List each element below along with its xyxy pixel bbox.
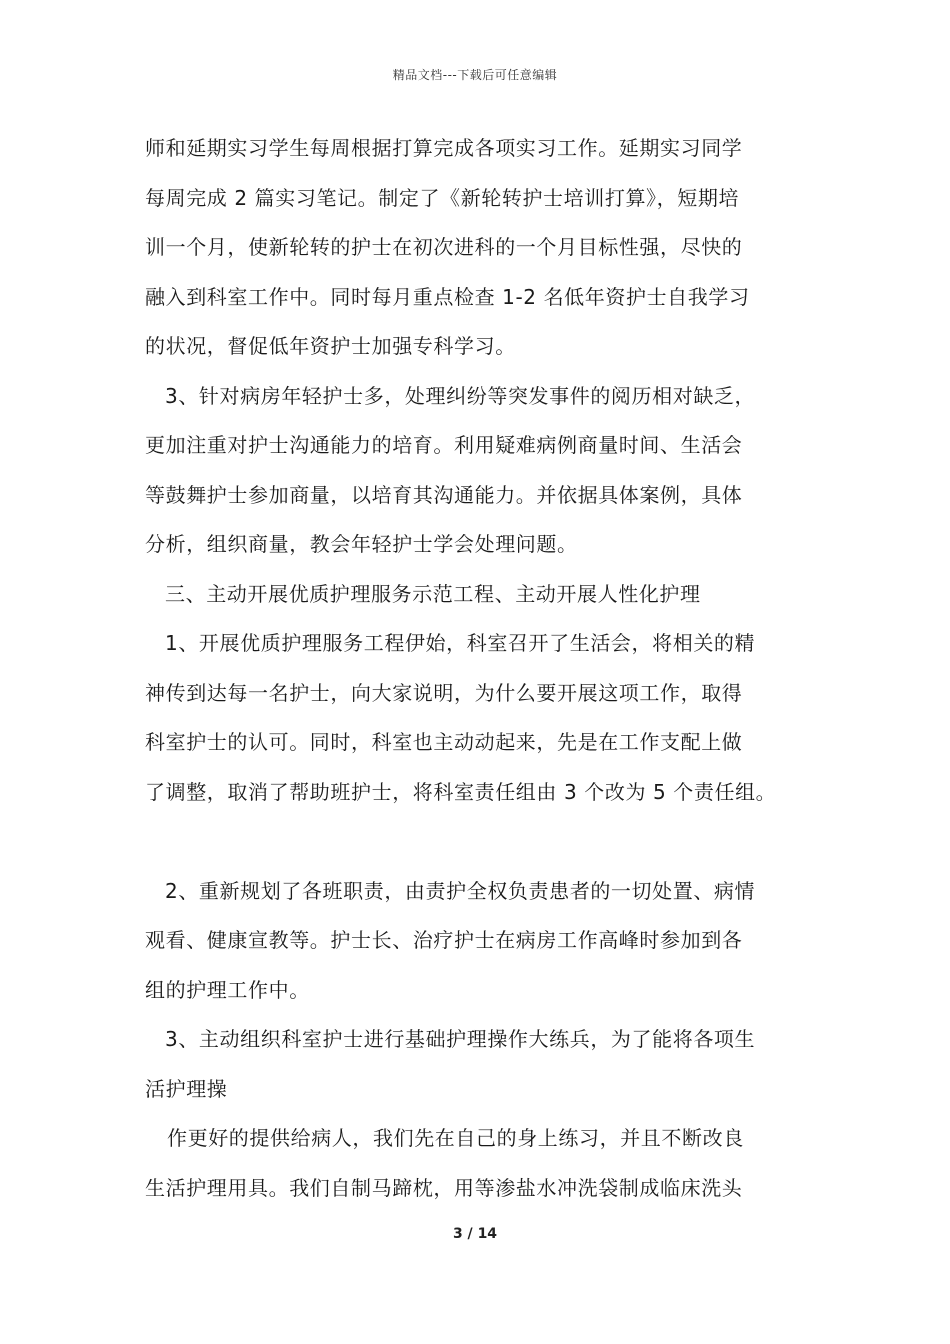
paragraph-line: 神传到达每一名护士，向大家说明，为什么要开展这项工作，取得 xyxy=(145,680,743,705)
paragraph-line: 科室护士的认可。同时，科室也主动动起来，先是在工作支配上做 xyxy=(145,730,743,754)
paragraph-line: 的状况，督促低年资护士加强专科学习。 xyxy=(145,334,516,358)
paragraph-line: 等鼓舞护士参加商量，以培育其沟通能力。并依据具体案例，具体 xyxy=(145,482,743,507)
paragraph-line: 生活护理用具。我们自制马蹄枕，用等渗盐水冲洗袋制成临床洗头 xyxy=(145,1175,743,1200)
page-number xyxy=(0,1226,950,1242)
section-heading: 三、主动开展优质护理服务示范工程、主动开展人性化护理 xyxy=(165,581,701,606)
page-current: 3 xyxy=(452,1226,463,1242)
paragraph-line: 1、开展优质护理服务工程伊始，科室召开了生活会，将相关的精 xyxy=(165,631,756,655)
paragraph-line: 更加注重对护士沟通能力的培育。利用疑难病例商量时间、生活会 xyxy=(145,433,743,457)
page-total: 14 xyxy=(477,1226,498,1242)
paragraph-line: 活护理操 xyxy=(145,1076,228,1101)
page-header: 精品文档---下载后可任意编辑 xyxy=(392,68,558,82)
paragraph-line: 作更好的提供给病人，我们先在自己的身上练习，并且不断改良 xyxy=(167,1126,744,1150)
paragraph-line: 组的护理工作中。 xyxy=(145,977,310,1002)
paragraph-line: 融入到科室工作中。同时每月重点检查 1-2 名低年资护士自我学习 xyxy=(145,284,750,309)
paragraph-line: 3、主动组织科室护士进行基础护理操作大练兵，为了能将各项生 xyxy=(165,1027,756,1051)
paragraph-gap xyxy=(145,821,817,871)
page-separator: / xyxy=(462,1226,478,1242)
paragraph-line: 3、针对病房年轻护士多，处理纠纷等突发事件的阅历相对缺乏， xyxy=(165,383,756,408)
paragraph-line: 分析，组织商量，教会年轻护士学会处理问题。 xyxy=(145,532,578,556)
paragraph-line: 训一个月，使新轮转的护士在初次进科的一个月目标性强，尽快的 xyxy=(145,235,743,259)
paragraph-line: 师和延期实习学生每周根据打算完成各项实习工作。延期实习同学 xyxy=(145,136,743,160)
body-text xyxy=(145,128,817,1217)
paragraph-line: 2、重新规划了各班职责，由责护全权负责患者的一切处置、病情 xyxy=(165,878,756,903)
paragraph-line: 每周完成 2 篇实习笔记。制定了《新轮转护士培训打算》，短期培 xyxy=(145,185,740,210)
paragraph-line: 了调整，取消了帮助班护士，将科室责任组由 3 个改为 5 个责任组。 xyxy=(145,779,777,804)
paragraph-line: 观看、健康宣教等。护士长、治疗护士在病房工作高峰时参加到各 xyxy=(145,928,743,952)
